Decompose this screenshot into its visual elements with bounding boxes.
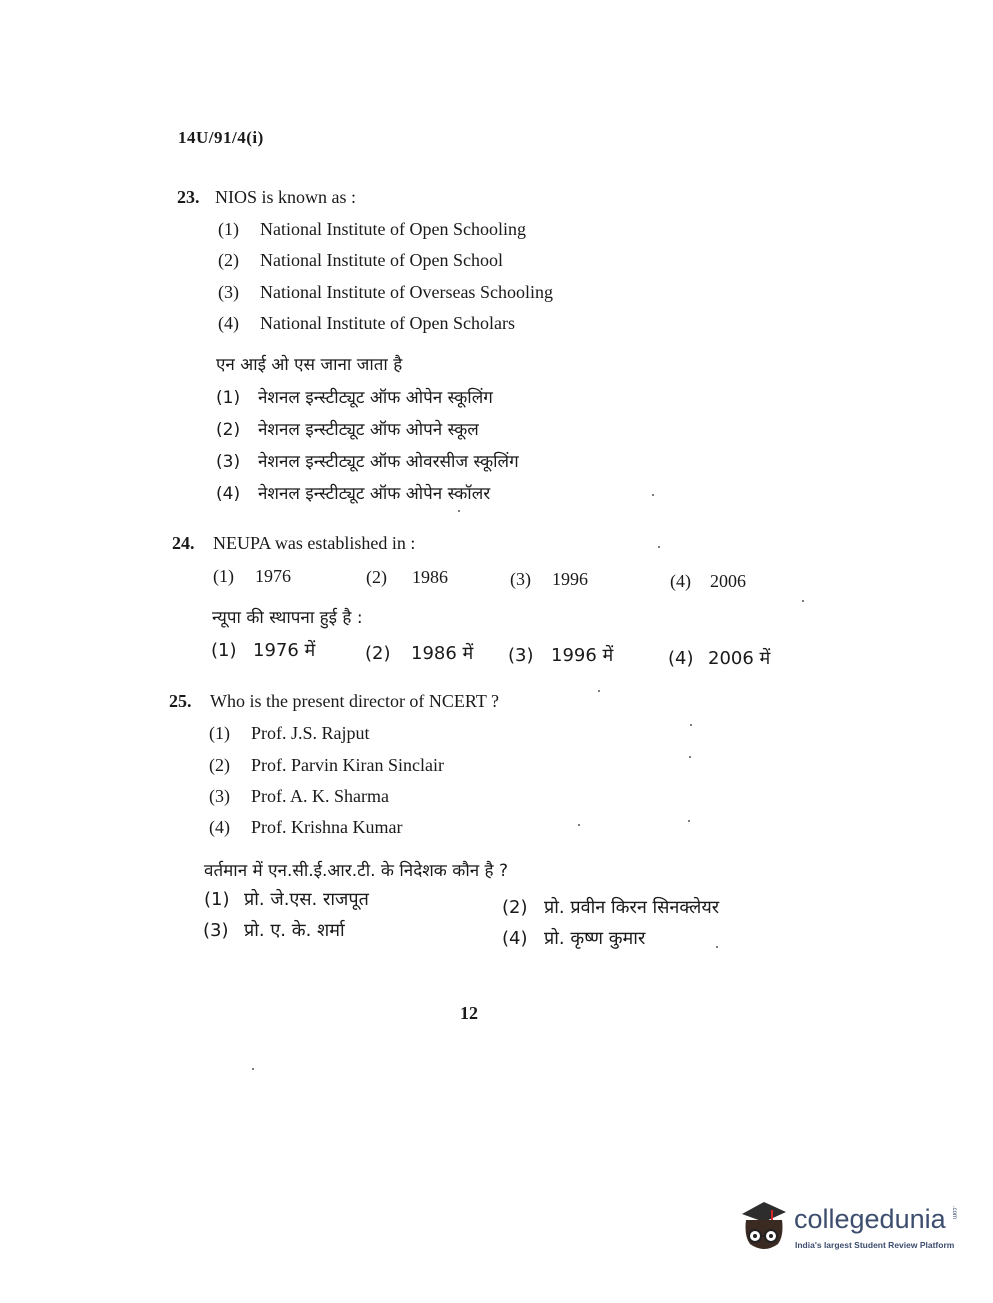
q23-option-3 — [218, 282, 553, 303]
option-number: (3) — [218, 282, 239, 302]
option-text: नेशनल इन्स्टीट्यूट ऑफ ओपने स्कूल — [258, 420, 479, 440]
scan-speck — [578, 824, 580, 826]
option-text: 1986 — [412, 567, 448, 587]
option-number: (3) — [203, 920, 229, 941]
option-number: (1) — [213, 566, 234, 586]
q24-hindi-option-4 — [668, 646, 770, 670]
q24-hindi-option-3 — [508, 643, 613, 667]
collegedunia-logo — [736, 1196, 966, 1260]
q25-hindi-option-1 — [204, 887, 369, 911]
scan-speck — [652, 494, 654, 496]
option-text: नेशनल इन्स्टीट्यूट ऑफ ओपेन स्कॉलर — [258, 484, 491, 504]
option-number: (2) — [366, 567, 387, 587]
option-number: (1) — [211, 640, 237, 661]
scan-speck — [598, 690, 600, 692]
option-text: 1976 में — [253, 640, 316, 661]
option-text: Prof. A. K. Sharma — [251, 786, 389, 806]
option-text: 1996 — [552, 569, 588, 589]
scan-speck — [658, 546, 660, 548]
logo-brand: collegedunia — [794, 1204, 946, 1234]
q23-option-4 — [218, 313, 515, 334]
scan-speck — [689, 756, 691, 758]
option-number: (1) — [204, 889, 230, 910]
question-number: 24. — [172, 533, 195, 553]
q25-option-3 — [209, 786, 389, 807]
option-number: (4) — [216, 484, 241, 504]
q24-option-1 — [213, 566, 291, 587]
option-number: (4) — [502, 928, 528, 949]
option-text: National Institute of Overseas Schooling — [260, 282, 553, 302]
option-text: 2006 में — [708, 648, 771, 669]
option-number: (2) — [216, 420, 241, 440]
q23-hindi-option-2 — [216, 417, 479, 440]
paper-code: 14U/91/4(i) — [178, 128, 264, 147]
option-text: National Institute of Open Schooling — [260, 219, 526, 239]
question-text: NIOS is known as : — [215, 187, 357, 207]
q23-option-1 — [218, 219, 526, 240]
q23-hindi-option-3 — [216, 449, 519, 472]
option-text: National Institute of Open Scholars — [260, 313, 515, 333]
option-text: प्रो. जे.एस. राजपूत — [244, 889, 369, 910]
q23-hindi-option-1 — [216, 385, 493, 408]
option-text: प्रो. ए. के. शर्मा — [244, 920, 345, 941]
option-text: Prof. Krishna Kumar — [251, 817, 403, 837]
option-text: 1976 — [255, 566, 291, 586]
option-number: (1) — [218, 219, 239, 239]
option-text: नेशनल इन्स्टीट्यूट ऑफ ओपेन स्कूलिंग — [258, 388, 493, 408]
q24-hindi-text: न्यूपा की स्थापना हुई है : — [212, 608, 363, 628]
option-number: (4) — [668, 648, 694, 669]
q25-option-2 — [209, 755, 444, 776]
question-number: 23. — [177, 187, 200, 207]
q24-option-2 — [366, 567, 448, 588]
scan-speck — [802, 600, 804, 602]
question-number: 25. — [169, 691, 192, 711]
option-text: प्रो. कृष्ण कुमार — [544, 928, 646, 949]
option-text: Prof. Parvin Kiran Sinclair — [251, 755, 444, 775]
option-number: (3) — [216, 452, 241, 472]
option-number: (2) — [209, 755, 230, 775]
option-text: नेशनल इन्स्टीट्यूट ऑफ ओवरसीज स्कूलिंग — [258, 452, 519, 472]
q25-hindi-option-4 — [502, 926, 645, 950]
option-text: प्रो. प्रवीन किरन सिनक्लेयर — [544, 897, 720, 918]
q25-option-1 — [209, 723, 370, 744]
option-number: (1) — [216, 388, 241, 408]
mascot-icon — [736, 1196, 792, 1256]
question-text: NEUPA was established in : — [213, 533, 416, 553]
option-number: (1) — [209, 723, 230, 743]
scan-speck — [688, 820, 690, 822]
scan-speck — [252, 1068, 254, 1070]
option-text: 1986 में — [411, 643, 474, 664]
option-number: (3) — [209, 786, 230, 806]
q24-option-4 — [670, 571, 746, 592]
option-number: (3) — [510, 569, 531, 589]
option-number: (4) — [670, 571, 691, 591]
question-text: Who is the present director of NCERT ? — [210, 691, 500, 711]
scan-speck — [690, 724, 692, 726]
option-number: (4) — [209, 817, 230, 837]
logo-tagline: India's largest Student Review Platform — [795, 1240, 955, 1250]
q23-hindi-option-4 — [216, 481, 490, 504]
q24-hindi-option-1 — [211, 638, 315, 662]
q24-hindi-option-2 — [365, 641, 473, 665]
q25-hindi-option-2 — [502, 895, 719, 919]
option-text: National Institute of Open School — [260, 250, 503, 270]
page-number: 12 — [460, 1003, 478, 1023]
q24-option-3 — [510, 569, 588, 590]
option-text: 1996 में — [551, 645, 614, 666]
logo-suffix: .com — [951, 1206, 957, 1220]
q25-hindi-text: वर्तमान में एन.सी.ई.आर.टी. के निदेशक कौन है ? — [204, 861, 509, 881]
q25-option-4 — [209, 817, 402, 838]
option-text: 2006 — [710, 571, 746, 591]
option-text: Prof. J.S. Rajput — [251, 723, 370, 743]
option-number: (2) — [502, 897, 528, 918]
option-number: (3) — [508, 645, 534, 666]
question-23 — [177, 187, 356, 208]
option-number: (4) — [218, 313, 239, 333]
question-25 — [169, 691, 499, 712]
scan-speck — [458, 510, 460, 512]
q23-hindi-text: एन आई ओ एस जाना जाता है — [216, 355, 403, 375]
question-24 — [172, 533, 415, 554]
scan-speck — [716, 946, 718, 948]
option-number: (2) — [365, 643, 391, 664]
q25-hindi-option-3 — [203, 918, 345, 942]
option-number: (2) — [218, 250, 239, 270]
q23-option-2 — [218, 250, 503, 271]
